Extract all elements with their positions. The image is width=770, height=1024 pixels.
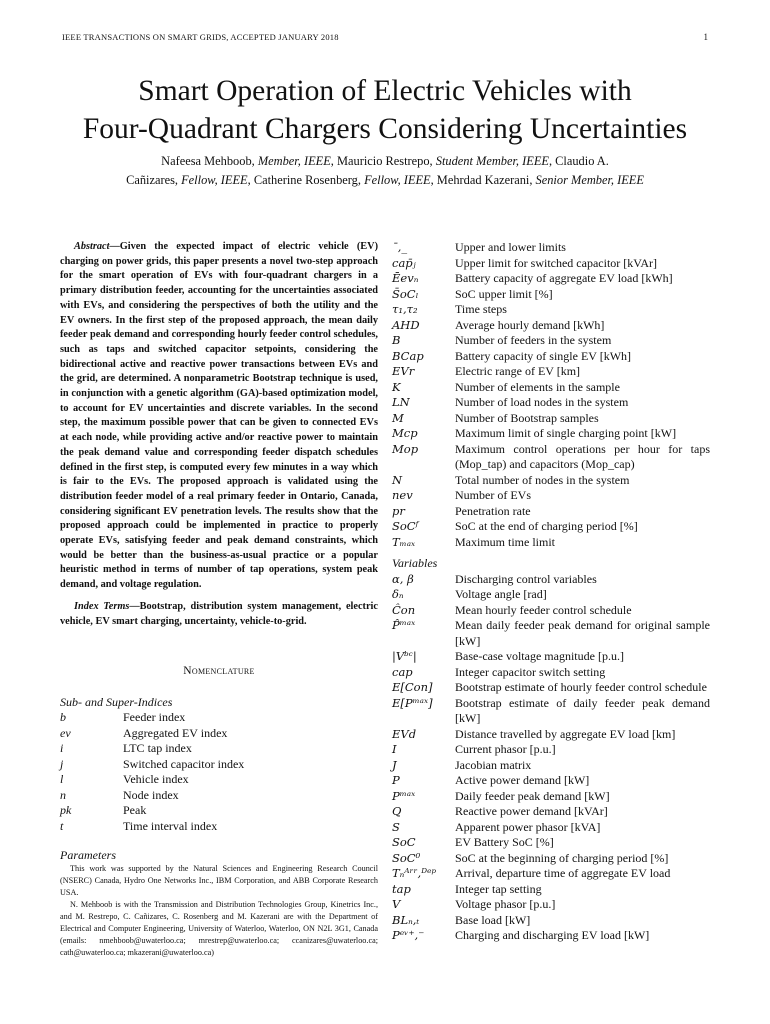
entry-symbol: l (60, 772, 64, 787)
index-terms (60, 600, 378, 629)
nomenclature-entry (392, 587, 710, 603)
entry-description: Voltage phasor [p.u.] (455, 897, 556, 911)
entry-symbol: pr (392, 503, 405, 518)
entry-symbol: Mop (392, 441, 419, 456)
entry-symbol: cap (392, 664, 413, 679)
entry-symbol: BLₙ,ₜ (392, 912, 420, 927)
entry-symbol: LN (392, 395, 410, 409)
nomenclature-entry (60, 757, 378, 773)
entry-description: Integer tap setting (455, 881, 542, 896)
nomenclature-entry (392, 380, 710, 396)
entry-symbol: M (392, 410, 404, 425)
nomenclature-entry (392, 271, 710, 287)
author-role: Member, IEEE (257, 154, 331, 168)
entry-description: LTC tap index (123, 741, 192, 756)
entry-description: Reactive power demand [kVAr] (455, 804, 608, 818)
nomenclature-entry (392, 789, 710, 805)
entry-symbol: i (60, 741, 64, 756)
author-line-1 (60, 152, 710, 171)
entry-description: Maximum time limit (455, 534, 555, 549)
author-list (60, 152, 710, 189)
nomenclature-entry (392, 928, 710, 944)
entry-symbol: ¯,_ (392, 240, 408, 254)
left-column (60, 240, 378, 863)
entry-symbol: Pᵐᵃˣ (392, 788, 416, 803)
author-text: , Mauricio Restrepo, (330, 154, 436, 168)
entry-description: SoC at the end of charging period [%] (455, 519, 638, 533)
nomenclature-entry (392, 742, 710, 758)
entry-description: Distance travelled by aggregate EV load [km] (455, 726, 676, 741)
entry-symbol: Q (392, 804, 402, 818)
subsup-list (60, 710, 378, 834)
nomenclature-entry (392, 758, 710, 774)
nomenclature-entry (392, 665, 710, 681)
entry-description: SoC at the beginning of charging period [%] (455, 850, 669, 865)
nomenclature-entry (392, 572, 710, 588)
entry-description: Battery capacity of single EV [kWh] (455, 348, 632, 363)
entry-description: Voltage angle [rad] (455, 587, 547, 601)
variables-list (392, 572, 710, 944)
entry-description: Bootstrap estimate of daily feeder peak demand [kW] (455, 695, 710, 725)
entry-symbol: BCap (392, 348, 424, 363)
right-column (392, 240, 710, 944)
nomenclature-entry (60, 803, 378, 819)
entry-symbol: pk (60, 803, 72, 818)
entry-description: Switched capacitor index (123, 756, 245, 771)
entry-description: Battery capacity of aggregate EV load [kWh] (455, 271, 673, 285)
nomenclature-entry (60, 726, 378, 742)
entry-description: Arrival, departure time of aggregate EV load (455, 866, 671, 880)
entry-symbol: ev (60, 725, 71, 740)
author-text: , Mehrdad Kazerani, (430, 172, 536, 187)
entry-description: Base-case voltage magnitude [p.u.] (455, 649, 624, 663)
nomenclature-entry (392, 318, 710, 334)
nomenclature-entry (392, 488, 710, 504)
entry-symbol: E[Pᵐᵃˣ] (392, 695, 433, 710)
nomenclature-entry (392, 333, 710, 349)
entry-description: Integer capacitor switch setting (455, 664, 606, 679)
nomenclature-entry (392, 618, 710, 649)
entry-symbol: J (392, 757, 397, 772)
entry-symbol: τ₁,τ₂ (392, 302, 418, 316)
entry-symbol: Ĉon (392, 602, 416, 617)
index-terms-label: Index Terms (74, 600, 130, 612)
entry-description: Maximum limit of single charging point [kW] (455, 426, 677, 440)
abstract-label: Abstract (74, 241, 110, 252)
nomenclature-entry (392, 820, 710, 836)
entry-description: Maximum control operations per hour for taps (Mop_tap) and capacitors (Mop_cap) (455, 441, 710, 471)
nomenclature-entry (392, 395, 710, 411)
entry-description: Number of EVs (455, 488, 531, 502)
entry-symbol: SoCᶠ (392, 519, 419, 533)
nomenclature-entry (392, 882, 710, 898)
author-role: Senior Member, IEEE (535, 172, 644, 187)
nomenclature-entry (392, 473, 710, 489)
nomenclature-entry (392, 349, 710, 365)
entry-description: Number of feeders in the system (455, 333, 612, 347)
page-number: 1 (703, 32, 708, 42)
entry-description: Number of load nodes in the system (455, 395, 629, 409)
entry-description: Penetration rate (455, 503, 531, 518)
entry-symbol: S̄oCₗ (392, 286, 419, 301)
title-line-1: Smart Operation of Electric Vehicles with (138, 75, 632, 107)
entry-description: Mean daily feeder peak demand for original sample [kW] (455, 618, 710, 648)
entry-description: Active power demand [kW] (455, 773, 590, 787)
parameters-heading: Parameters (60, 848, 116, 863)
entry-description: Upper and lower limits (455, 240, 566, 254)
entry-description: Mean hourly feeder control schedule (455, 602, 632, 617)
nomenclature-entry (392, 504, 710, 520)
nomenclature-entry (392, 851, 710, 867)
author-text: , Claudio A. (548, 154, 609, 168)
entry-symbol: tap (392, 881, 411, 896)
nomenclature-entry (392, 866, 710, 882)
entry-description: Number of elements in the sample (455, 379, 620, 394)
entry-symbol: b (60, 710, 66, 725)
entry-description: Jacobian matrix (455, 757, 532, 772)
entry-symbol: α, β (392, 571, 414, 586)
entry-symbol: Tₘₐₓ (392, 534, 416, 549)
nomenclature-entry (392, 442, 710, 473)
nomenclature-entry (392, 727, 710, 743)
entry-description: Number of Bootstrap samples (455, 410, 599, 425)
entry-symbol: P (392, 773, 400, 787)
author-text: Cañizares, (126, 172, 182, 187)
entry-description: Time steps (455, 302, 507, 316)
footnote-funding: This work was supported by the Natural Sciences and Engineering Research Council (NSERC) Canada, Hydro One Networks Inc., IBM Corporation, and ABB Corporate Research USA. (60, 864, 378, 897)
nomenclature-entry (392, 804, 710, 820)
author-text: Nafeesa Mehboob, (161, 154, 258, 168)
nomenclature-entry (60, 772, 378, 788)
abstract (60, 240, 378, 593)
entry-symbol: nev (392, 488, 413, 502)
nomenclature-entry (392, 411, 710, 427)
entry-symbol: B (392, 333, 401, 347)
entry-description: Node index (123, 787, 179, 802)
entry-symbol: SoC⁰ (392, 850, 421, 865)
nomenclature-entry (60, 741, 378, 757)
nomenclature-heading: Nomenclature (183, 665, 255, 678)
entry-description: EV Battery SoC [%] (455, 835, 554, 849)
index-terms-text: —Bootstrap, distribution system management, electric vehicle, EV smart charging, uncertainty, vehicle-to-grid. (60, 600, 378, 627)
entry-symbol: EVd (392, 726, 417, 741)
entry-description: Peak (123, 803, 147, 818)
nomenclature-entry (392, 649, 710, 665)
nomenclature-entry (392, 287, 710, 303)
nomenclature-entry (392, 240, 710, 256)
nomenclature-entry (392, 680, 710, 696)
entry-description: Electric range of EV [km] (455, 364, 581, 378)
entry-description: Daily feeder peak demand [kW] (455, 788, 610, 803)
entry-symbol: S (392, 819, 400, 834)
nomenclature-entry (392, 913, 710, 929)
entry-symbol: Pᵉᵛ⁺,⁻ (392, 928, 425, 942)
nomenclature-entry (392, 519, 710, 535)
entry-description: Vehicle index (123, 772, 189, 787)
author-line-2 (60, 171, 710, 190)
entry-description: Base load [kW] (455, 912, 531, 927)
nomenclature-entry (392, 603, 710, 619)
entry-symbol: n (60, 787, 66, 802)
entry-symbol: Ēevₙ (392, 271, 419, 285)
nomenclature-entry (392, 426, 710, 442)
entry-symbol: |Vᵇᶜ| (392, 649, 417, 663)
nomenclature-entry (392, 302, 710, 318)
entry-description: Upper limit for switched capacitor [kVAr] (455, 255, 658, 270)
entry-symbol: j (60, 756, 64, 771)
nomenclature-entry (392, 696, 710, 727)
entry-description: Feeder index (123, 710, 186, 725)
footnote (60, 863, 378, 959)
entry-description: Average hourly demand [kWh] (455, 317, 605, 332)
nomenclature-entry (392, 773, 710, 789)
abstract-text: —Given the expected impact of electric vehicle (EV) charging on power grids, this paper presents a novel two-step approach for the smart operation of EVs with four-quadrant chargers in a primary distribution feeder, accounting for the uncertainties associated with EVs, and considering the perspectives of both the utility and the EV owners. In the first step of the proposed approach, the mean daily feeder peak demand and corresponding hourly feeder control schedules, such as taps and switched capacitor setpoints, considering the bidirectional active and reactive power transactions between EVs and the grid, are determined. A nonparametric Bootstrap technique is used, in conjunction with a genetic algorithm (GA)-based optimization model, to account for EV uncertainties and discrete variables. In the second step, the maximum possible power that can be given to connected EVs at each node, while providing active and/or reactive power to maintain the peak demand value and corresponding feeder dispatch schedules defined in the first step, is computed every few minutes in a way which is fair to the EVs. The proposed approach is validated using the distribution feeder model of a real primary feeder in Ontario, Canada, considering significant EV penetration levels. The results show that the proposed approach could be implemented in practice to properly operate EVs, satisfying feeder and peak demand constraints, which would be better than the business-as-usual practice or a popular heuristic method in terms of number of tap operations, system peak demand, and voltage regulation. (60, 241, 378, 591)
nomenclature-entry (392, 364, 710, 380)
entry-symbol: P̂ᵐᵃˣ (392, 618, 416, 632)
entry-description: Apparent power phasor [kVA] (455, 819, 601, 834)
nomenclature-entry (60, 788, 378, 804)
entry-symbol: cap̄ⱼ (392, 255, 416, 270)
nomenclature-entry (60, 710, 378, 726)
entry-symbol: t (60, 818, 64, 833)
entry-symbol: E[Con] (392, 680, 433, 694)
entry-symbol: Mcp (392, 426, 418, 440)
subsup-heading: Sub- and Super-Indices (60, 695, 173, 710)
entry-description: Discharging control variables (455, 571, 597, 586)
title-line-2: Four-Quadrant Chargers Considering Uncertainties (82, 113, 688, 145)
parameters-list (392, 240, 710, 550)
entry-description: Time interval index (123, 818, 218, 833)
entry-symbol: δₙ (392, 587, 404, 601)
nomenclature-entry (392, 897, 710, 913)
footnote-affiliations: N. Mehboob is with the Transmission and Distribution Technologies Group, Kinetrics Inc., and M. Restrepo, C. Cañizares, C. Rosenberg and M. Kazerani are with the Department of Electrical and Computer Engineering, University of Waterloo, Waterloo, ON N2L 3G1, Canada (emails: nmehboob@uwaterloo.ca; mrestrep@uwaterloo.ca; ccanizares@uwaterloo.ca; cath@uwaterloo.ca; mkazerani@uwaterloo.ca) (60, 900, 378, 957)
entry-description: SoC upper limit [%] (455, 286, 553, 301)
entry-symbol: I (392, 742, 397, 756)
paper-title (0, 72, 770, 148)
nomenclature-entry (392, 535, 710, 551)
author-text: , Catherine Rosenberg, (247, 172, 365, 187)
entry-symbol: EVr (392, 364, 415, 378)
entry-symbol: K (392, 379, 401, 394)
entry-symbol: SoC (392, 835, 416, 849)
entry-symbol: Tₙᴬʳʳ,ᴰᵉᵖ (392, 866, 437, 880)
author-role: Fellow, IEEE (181, 172, 248, 187)
nomenclature-entry (392, 835, 710, 851)
author-role: Fellow, IEEE (364, 172, 431, 187)
nomenclature-entry (60, 819, 378, 835)
entry-description: Current phasor [p.u.] (455, 742, 556, 756)
entry-description: Aggregated EV index (123, 725, 228, 740)
author-role: Student Member, IEEE (435, 154, 549, 168)
variables-heading: Variables (392, 556, 438, 570)
nomenclature-entry (392, 256, 710, 272)
entry-description: Total number of nodes in the system (455, 472, 630, 487)
entry-symbol: AHD (392, 317, 420, 332)
running-header: IEEE TRANSACTIONS ON SMART GRIDS, ACCEPTED JANUARY 2018 (62, 32, 339, 42)
entry-symbol: V (392, 897, 401, 911)
entry-symbol: N (392, 472, 403, 487)
entry-description: Charging and discharging EV load [kW] (455, 928, 650, 942)
entry-description: Bootstrap estimate of hourly feeder control schedule (455, 680, 707, 694)
